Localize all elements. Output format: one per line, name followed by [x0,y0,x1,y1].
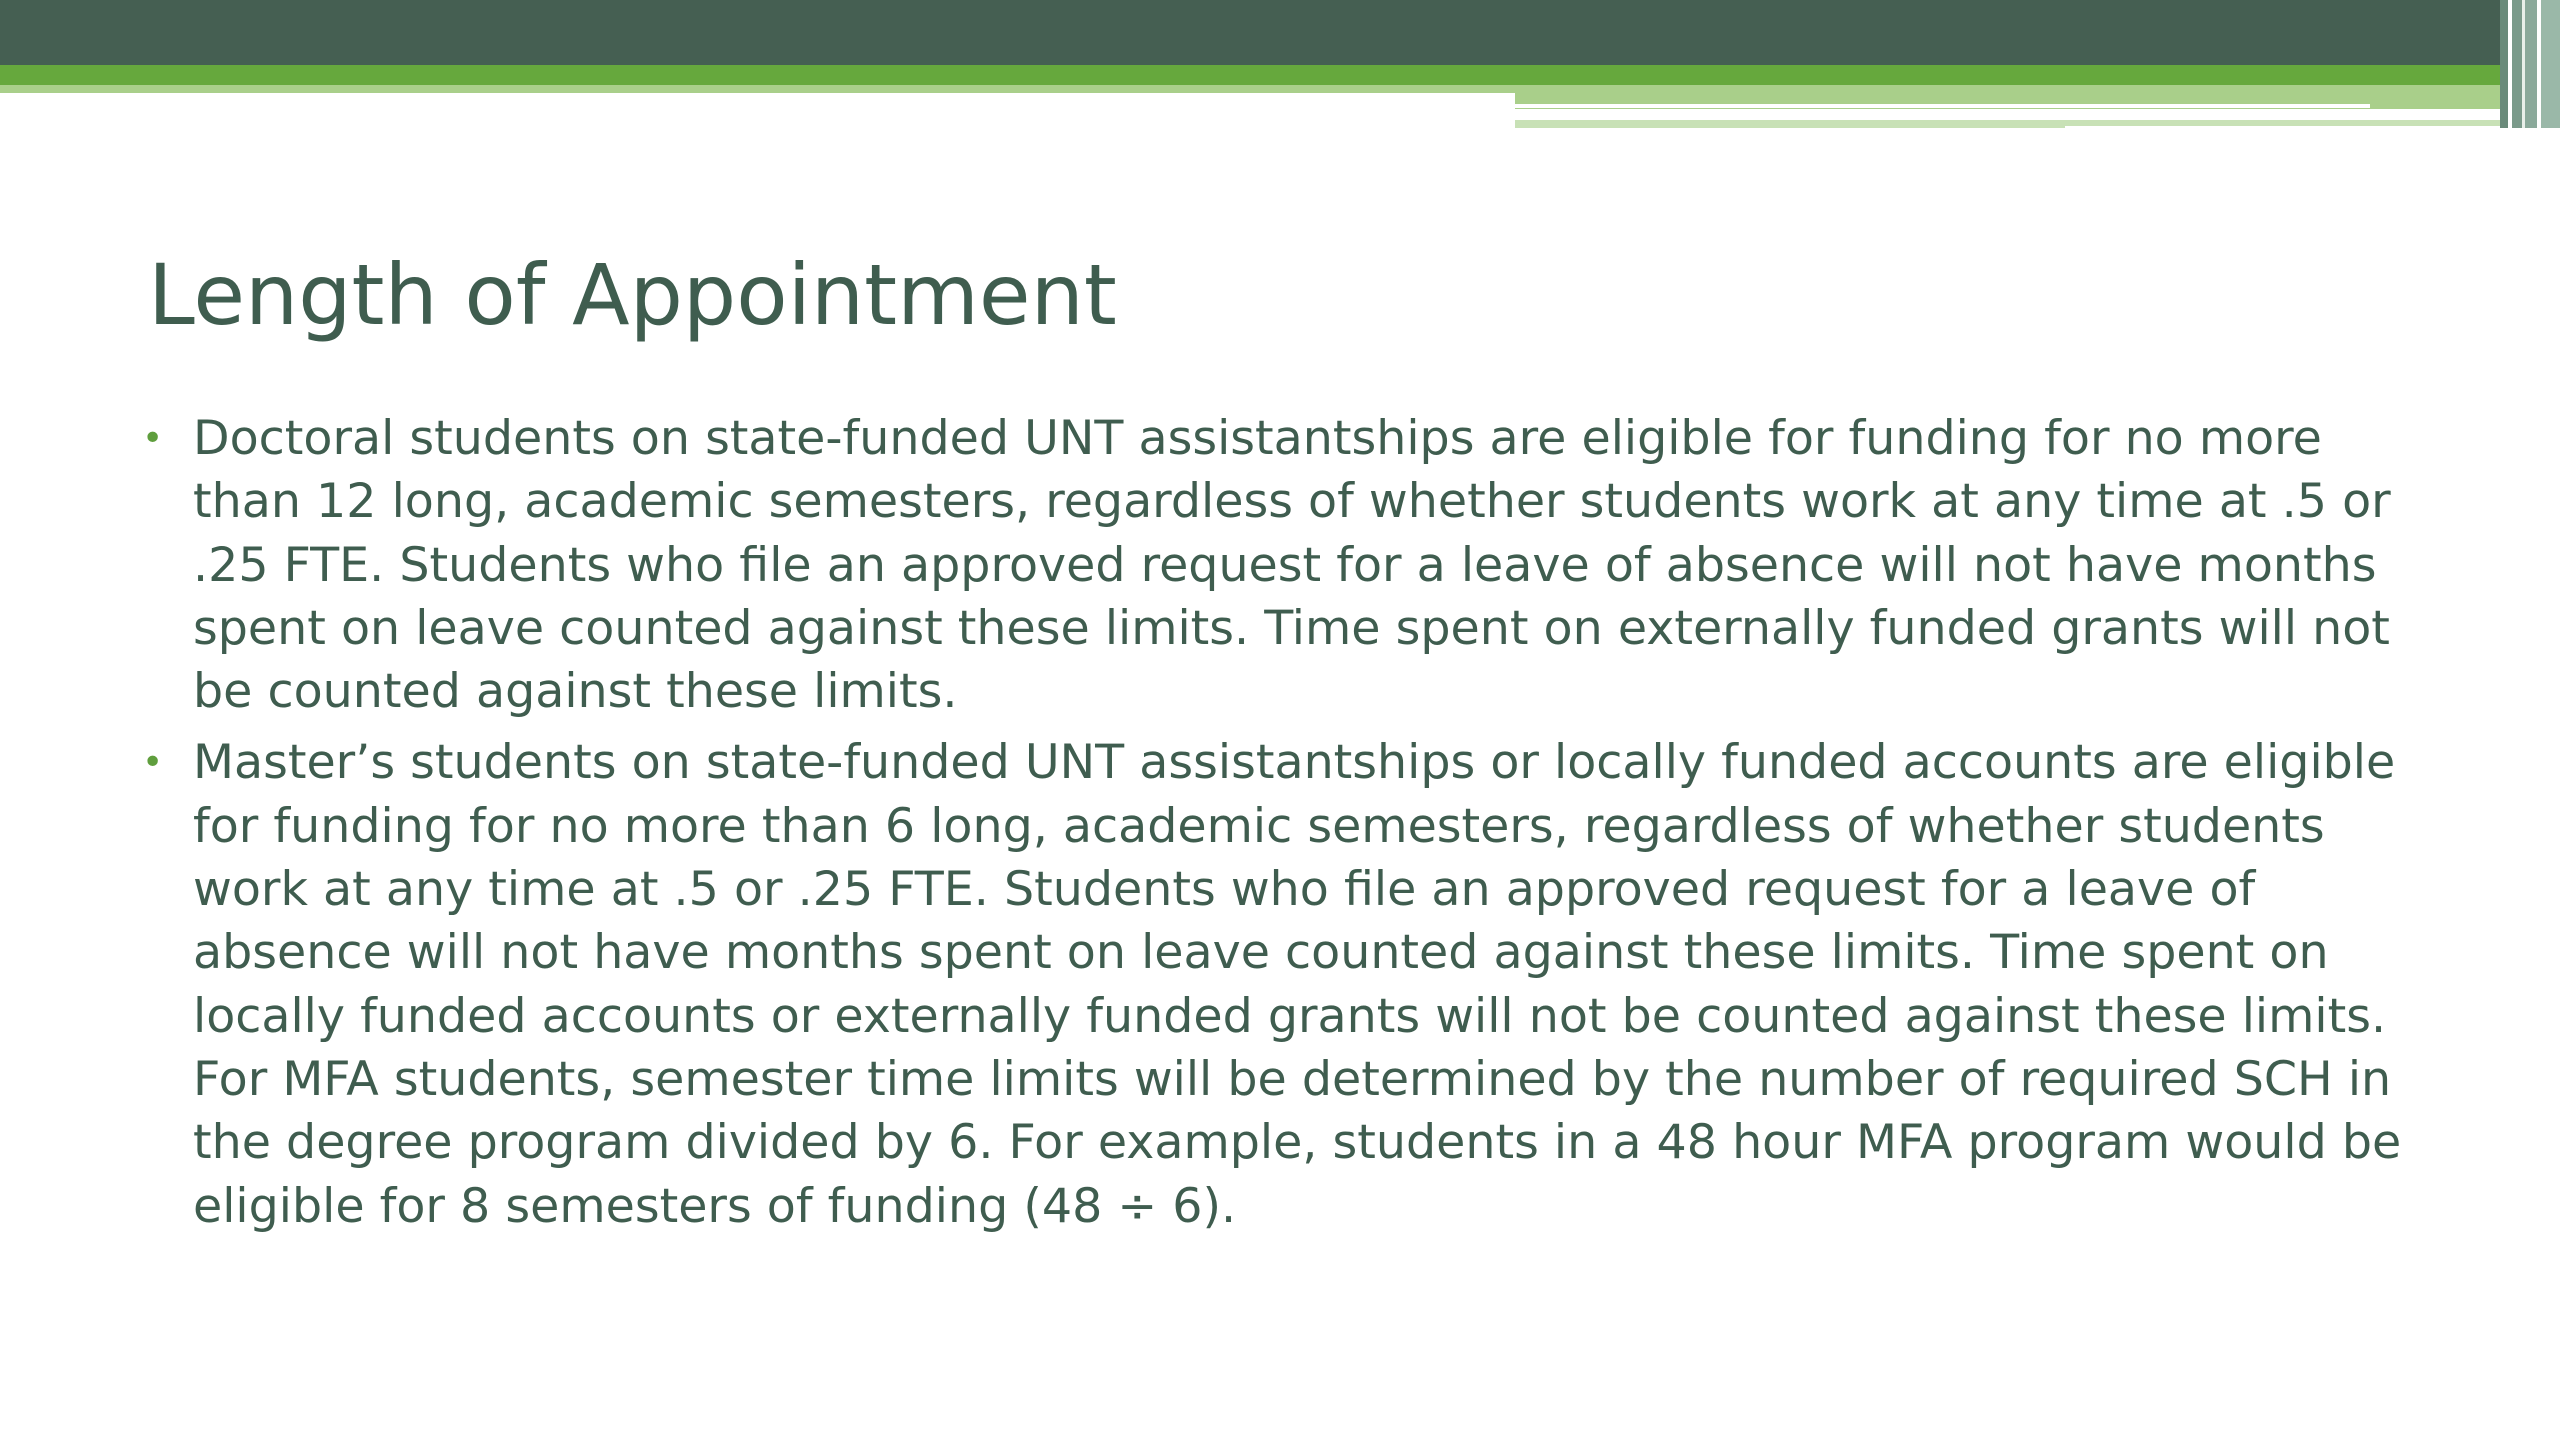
header-band-light-left [0,85,1515,93]
bullet-dot-icon: • [142,418,164,459]
bullet-item-masters [140,731,2440,1237]
bullet-text: Doctoral students on state-funded UNT assistantships are eligible for funding for no more than 12 long, academic semesters, regardless of whether students work at any time at .5 or .25 FTE. Students who file an approved request for a leave of absence will not have months spent on leave counted against these limits. Time spent on externally funded grants will not be counted against these limits. [193,411,2391,720]
header-band-pale [1515,120,2065,128]
header-band-dark [0,0,2560,65]
header-stripes [2500,0,2560,128]
bullet-list [140,407,2440,1246]
header-band-white-line [1515,104,2370,108]
header-band-green [0,65,2515,85]
header-band-pale-2 [2065,120,2515,126]
bullet-item-doctoral [140,407,2440,723]
bullet-dot-icon: • [142,742,164,784]
bullet-text: Master’s students on state-funded UNT assistantships or locally funded accounts are eligible for funding for no more than 6 long, academic semesters, regardless of whether students work at any time at .5 or .25 FTE. Students who file an approved request for a leave of absence will not have months spent on leave counted against these limits. Time spent on locally funded accounts or externally funded grants will not be counted against these limits. For MFA students, semester time limits will be determined by the number of required SCH in the degree program divided by 6. For example, students in a 48 hour MFA program would be eligible for 8 semesters of funding (48 ÷ 6). [193,735,2402,1234]
slide-title: Length of Appointment [148,246,1117,344]
